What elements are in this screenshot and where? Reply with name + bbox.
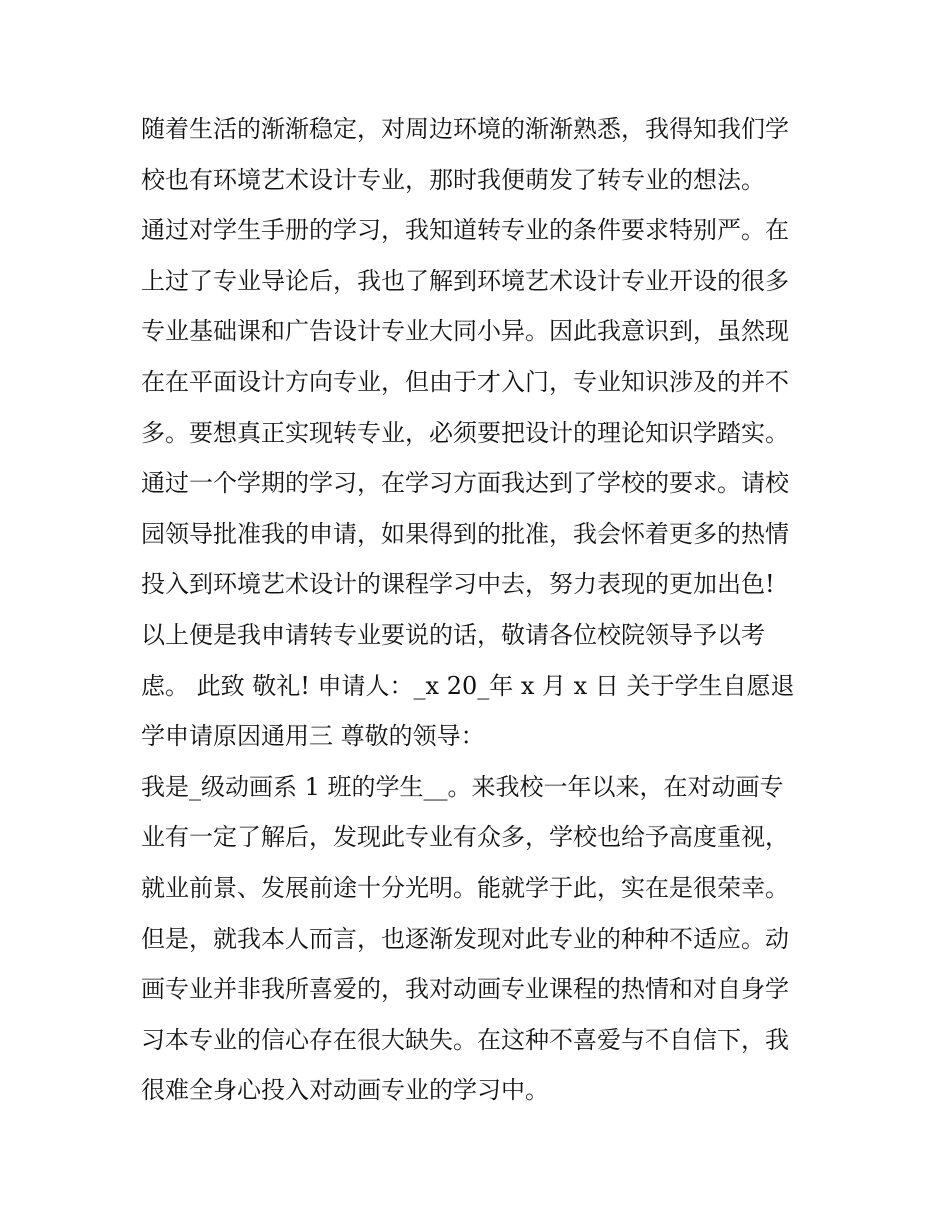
text-line: 很难全身心投入对动画专业的学习中。 bbox=[141, 1076, 549, 1105]
text-line: 以上便是我申请转专业要说的话，敬请各位校院领导予以考 bbox=[141, 620, 765, 649]
text-line: 投入到环境艺术设计的课程学习中去，努力表现的更加出色! bbox=[141, 570, 775, 599]
text-line: 就业前景、发展前途十分光明。能就学于此，实在是很荣幸。 bbox=[141, 873, 789, 902]
text-line: 专业基础课和广告设计专业大同小异。因此我意识到，虽然现 bbox=[141, 317, 789, 346]
text-line: 校也有环境艺术设计专业，那时我便萌发了转专业的想法。 bbox=[141, 165, 765, 194]
text-line: 园领导批准我的申请，如果得到的批准，我会怀着更多的热情 bbox=[141, 519, 789, 548]
text-line: 上过了专业导论后，我也了解到环境艺术设计专业开设的很多 bbox=[141, 266, 789, 295]
text-line: 画专业并非我所喜爱的，我对动画专业课程的热情和对自身学 bbox=[141, 975, 789, 1004]
text-line: 但是，就我本人而言，也逐渐发现对此专业的种种不适应。动 bbox=[141, 924, 789, 953]
text-line: 虑。 此致 敬礼! 申请人：_x 20_年 x 月 x 日 关于学生自愿退 bbox=[141, 671, 795, 700]
text-line: 随着生活的渐渐稳定，对周边环境的渐渐熟悉，我得知我们学 bbox=[141, 115, 789, 143]
text-line: 在在平面设计方向专业，但由于才入门，专业知识涉及的并不 bbox=[141, 367, 789, 396]
text-line: 通过对学生手册的学习，我知道转专业的条件要求特别严。在 bbox=[141, 216, 789, 245]
body-text bbox=[141, 104, 813, 1116]
text-line: 习本专业的信心存在很大缺失。在这种不喜爱与不自信下，我 bbox=[141, 1025, 789, 1054]
text-line: 学申请原因通用三 尊敬的领导： bbox=[141, 722, 485, 751]
text-line: 业有一定了解后，发现此专业有众多，学校也给予高度重视， bbox=[141, 823, 789, 852]
text-line: 我是_级动画系 1 班的学生__。来我校一年以来，在对动画专 bbox=[141, 772, 784, 801]
text-line: 多。要想真正实现转专业，必须要把设计的理论知识学踏实。 bbox=[141, 418, 789, 447]
text-line: 通过一个学期的学习，在学习方面我达到了学校的要求。请校 bbox=[141, 469, 789, 498]
